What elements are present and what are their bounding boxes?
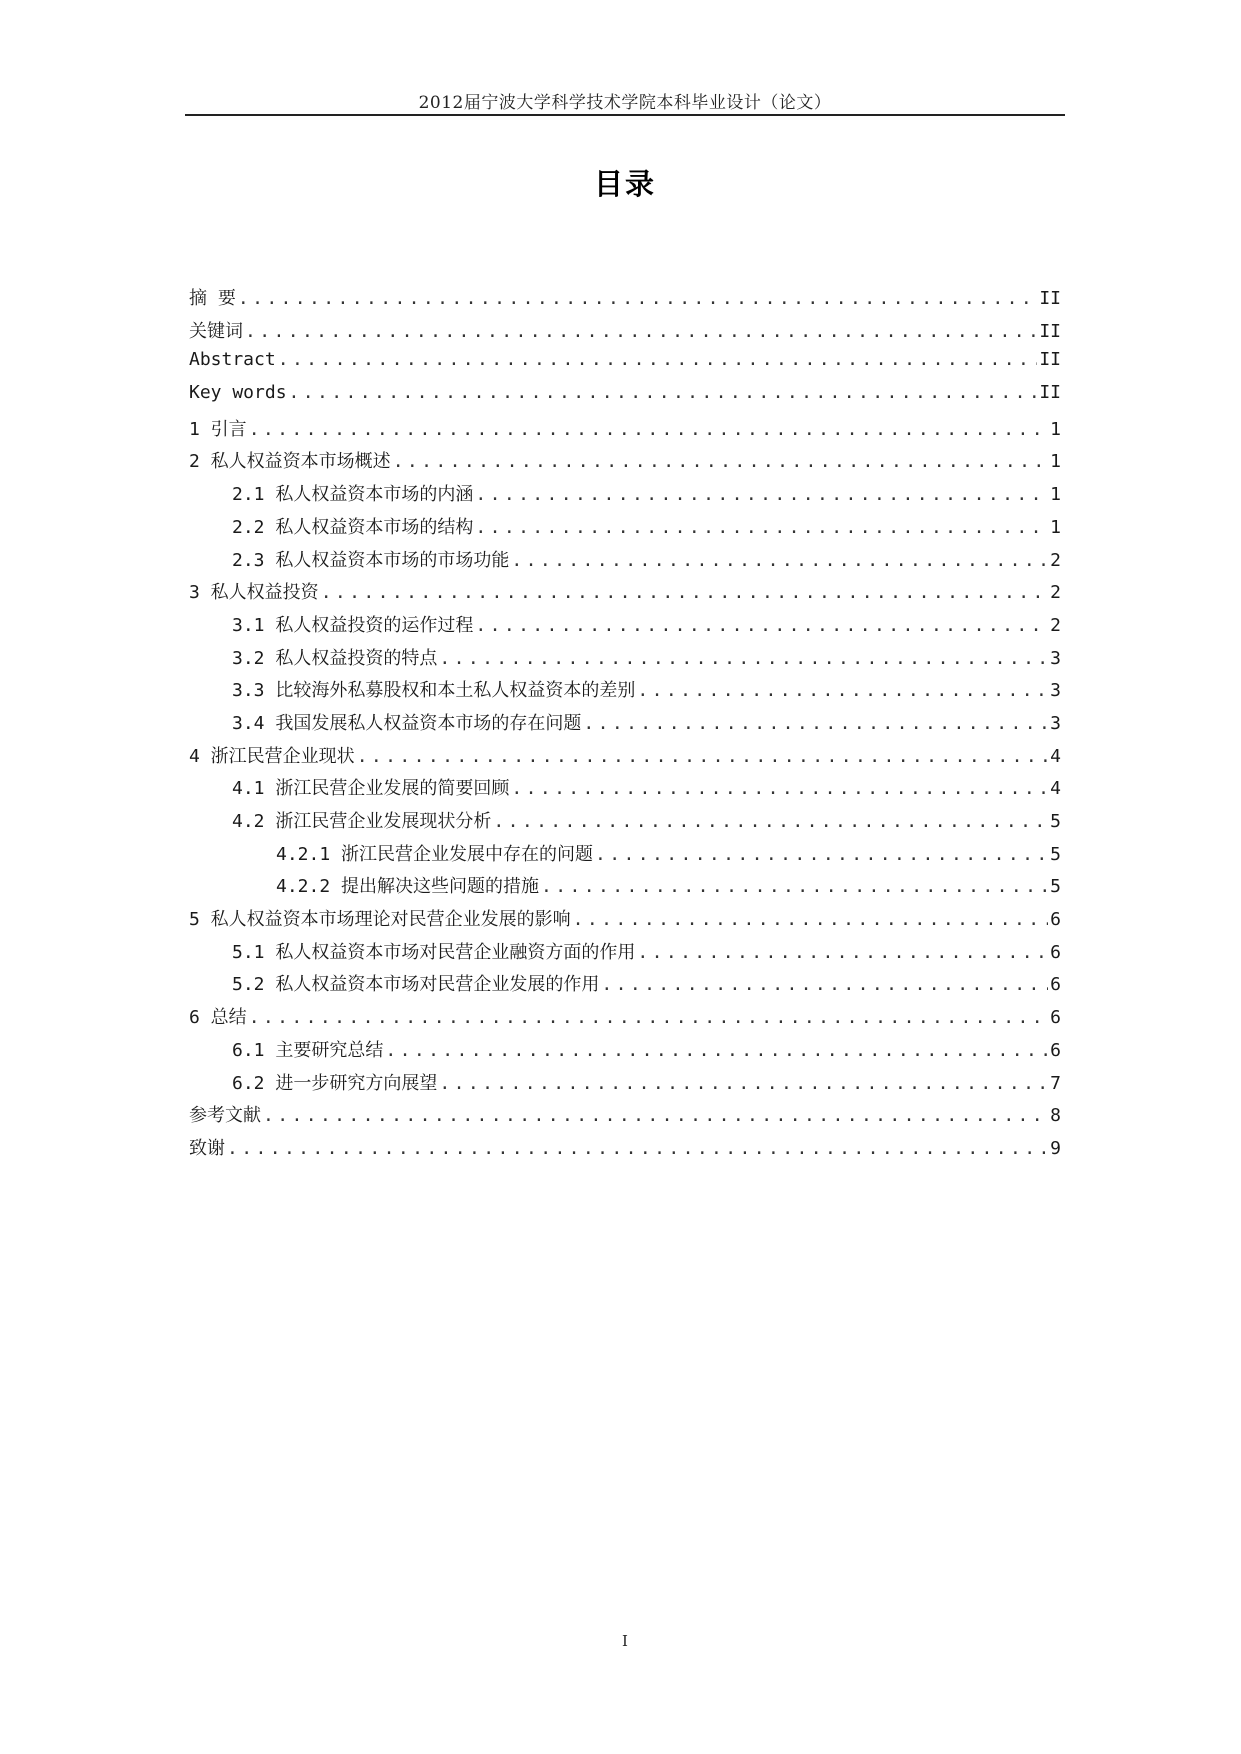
toc-entry[interactable] (189, 709, 1061, 742)
toc-entry-label: 3.3 比较海外私募股权和本土私人权益资本的差别 (232, 680, 636, 702)
toc-entry-label: 4.2.1 浙江民营企业发展中存在的问题 (276, 843, 594, 865)
toc-entry-label: 3.4 我国发展私人权益资本市场的存在问题 (232, 712, 582, 734)
toc-dot-leader (249, 419, 1048, 440)
toc-entry-page: 5 (1050, 876, 1061, 898)
toc-entry-label: 4.2 浙江民营企业发展现状分析 (232, 811, 492, 832)
toc-dot-leader (439, 1073, 1048, 1094)
toc-entry[interactable] (189, 1069, 1061, 1102)
toc-entry[interactable] (189, 513, 1061, 546)
toc-entry-page: 1 (1050, 516, 1061, 538)
toc-entry[interactable] (189, 611, 1061, 644)
toc-entry-page: 2 (1050, 614, 1061, 636)
toc-entry[interactable] (189, 1003, 1061, 1036)
toc-entry[interactable] (189, 1101, 1061, 1134)
toc-entry-label: 5.1 私人权益资本市场对民营企业融资方面的作用 (232, 941, 636, 963)
toc-dot-leader (637, 942, 1048, 963)
toc-entry[interactable] (189, 349, 1061, 382)
toc-dot-leader (321, 582, 1048, 603)
toc-entry-page: II (1039, 382, 1061, 404)
toc-entry-label: 3.2 私人权益投资的特点 (232, 647, 438, 669)
toc-entry-page: 6 (1050, 1039, 1061, 1061)
toc-entry[interactable] (189, 317, 1061, 350)
toc-dot-leader (278, 349, 1038, 370)
toc-entry[interactable] (189, 415, 1061, 448)
toc-dot-leader (385, 1040, 1048, 1061)
toc-entry-label: 4 浙江民营企业现状 (189, 745, 355, 767)
toc-entry-page: 6 (1050, 941, 1061, 963)
toc-entry-label: 3 私人权益投资 (189, 582, 319, 604)
toc-entry-label: 2.3 私人权益资本市场的市场功能 (232, 549, 510, 571)
toc-entry-page: 6 (1050, 1007, 1061, 1029)
toc-entry-page: 3 (1050, 680, 1061, 702)
toc-dot-leader (289, 382, 1038, 403)
toc-entry[interactable] (189, 872, 1061, 905)
toc-entry[interactable] (189, 578, 1061, 611)
toc-dot-leader (637, 680, 1048, 701)
toc-entry-page: 6 (1050, 909, 1061, 931)
toc-entry[interactable] (189, 480, 1061, 513)
toc-entry-page: 7 (1050, 1072, 1061, 1094)
toc-entry[interactable] (189, 905, 1061, 938)
toc-dot-leader (583, 713, 1048, 734)
toc-entry[interactable] (189, 938, 1061, 971)
toc-dot-leader (245, 321, 1037, 342)
toc-entry-label: 5 私人权益资本市场理论对民营企业发展的影响 (189, 909, 571, 931)
toc-dot-leader (238, 288, 1037, 309)
toc-dot-leader (601, 974, 1048, 995)
toc-entry-page: 2 (1050, 549, 1061, 571)
toc-entry-label: 2 私人权益资本市场概述 (189, 451, 391, 473)
toc-entry[interactable] (189, 644, 1061, 677)
toc-entry-label: 参考文献 (189, 1105, 261, 1127)
toc-entry-label: 6 总结 (189, 1007, 247, 1029)
toc-entry[interactable] (189, 840, 1061, 873)
toc-dot-leader (511, 778, 1048, 799)
toc-entry[interactable] (189, 546, 1061, 579)
toc-entry-page: 1 (1050, 451, 1061, 473)
toc-entry-label: 致谢 (189, 1137, 225, 1159)
toc-dot-leader (475, 517, 1048, 538)
toc-entry[interactable] (189, 742, 1061, 775)
toc-entry-page: 4 (1050, 778, 1061, 800)
toc-dot-leader (573, 909, 1048, 930)
toc-entry-label: 摘 要 (189, 288, 236, 309)
toc-entry-label: 6.1 主要研究总结 (232, 1039, 384, 1061)
toc-entry-page: II (1039, 349, 1061, 371)
toc-entry-page: II (1039, 288, 1061, 309)
toc-entry-page: 5 (1050, 811, 1061, 832)
toc-entry-label: Key words (189, 382, 287, 404)
toc-entry-label: Abstract (189, 349, 276, 371)
toc-entry[interactable] (189, 382, 1061, 415)
header-rule (185, 114, 1065, 116)
toc-entry-page: 2 (1050, 582, 1061, 604)
toc-dot-leader (541, 876, 1048, 897)
toc-entry[interactable] (189, 284, 1061, 317)
toc-entry-page: 5 (1050, 843, 1061, 865)
toc-dot-leader (249, 1007, 1048, 1028)
toc-entry-page: II (1039, 320, 1061, 342)
toc-entry[interactable] (189, 1036, 1061, 1069)
toc-entry-label: 1 引言 (189, 418, 247, 440)
toc-dot-leader (493, 811, 1048, 832)
toc-dot-leader (393, 451, 1048, 472)
toc-entry-page: 4 (1050, 745, 1061, 767)
toc-dot-leader (595, 844, 1048, 865)
toc-entry-page: 6 (1050, 974, 1061, 996)
toc-entry-label: 关键词 (189, 320, 243, 342)
toc-entry[interactable] (189, 676, 1061, 709)
toc-entry-page: 8 (1050, 1105, 1061, 1127)
toc-dot-leader (227, 1138, 1048, 1159)
toc-entry[interactable] (189, 970, 1061, 1003)
toc-entry-label: 3.1 私人权益投资的运作过程 (232, 614, 474, 636)
toc-entry[interactable] (189, 807, 1061, 840)
toc-dot-leader (263, 1105, 1048, 1126)
page-number: I (622, 1632, 628, 1650)
toc-dot-leader (439, 648, 1048, 669)
toc-entry-label: 2.1 私人权益资本市场的内涵 (232, 484, 474, 506)
toc-entry[interactable] (189, 1134, 1061, 1167)
page-title: 目录 (593, 167, 656, 201)
toc-entry-page: 3 (1050, 647, 1061, 669)
toc-entry-page: 3 (1050, 712, 1061, 734)
toc-entry[interactable] (189, 774, 1061, 807)
page-header: 2012届宁波大学科学技术学院本科毕业设计（论文） (418, 93, 832, 113)
toc-entry-page: 1 (1050, 418, 1061, 440)
toc-dot-leader (511, 550, 1048, 571)
toc-entry-page: 9 (1050, 1137, 1061, 1159)
toc-entry-label: 2.2 私人权益资本市场的结构 (232, 516, 474, 538)
toc-entry-label: 4.2.2 提出解决这些问题的措施 (276, 876, 540, 898)
toc-entry-label: 5.2 私人权益资本市场对民营企业发展的作用 (232, 974, 600, 996)
toc-entry[interactable] (189, 447, 1061, 480)
toc-dot-leader (475, 615, 1048, 636)
toc-dot-leader (357, 746, 1048, 767)
toc-entry-page: 1 (1050, 484, 1061, 506)
table-of-contents (189, 284, 1061, 1167)
toc-entry-label: 4.1 浙江民营企业发展的简要回顾 (232, 778, 510, 800)
toc-dot-leader (475, 484, 1048, 505)
toc-entry-label: 6.2 进一步研究方向展望 (232, 1072, 438, 1094)
